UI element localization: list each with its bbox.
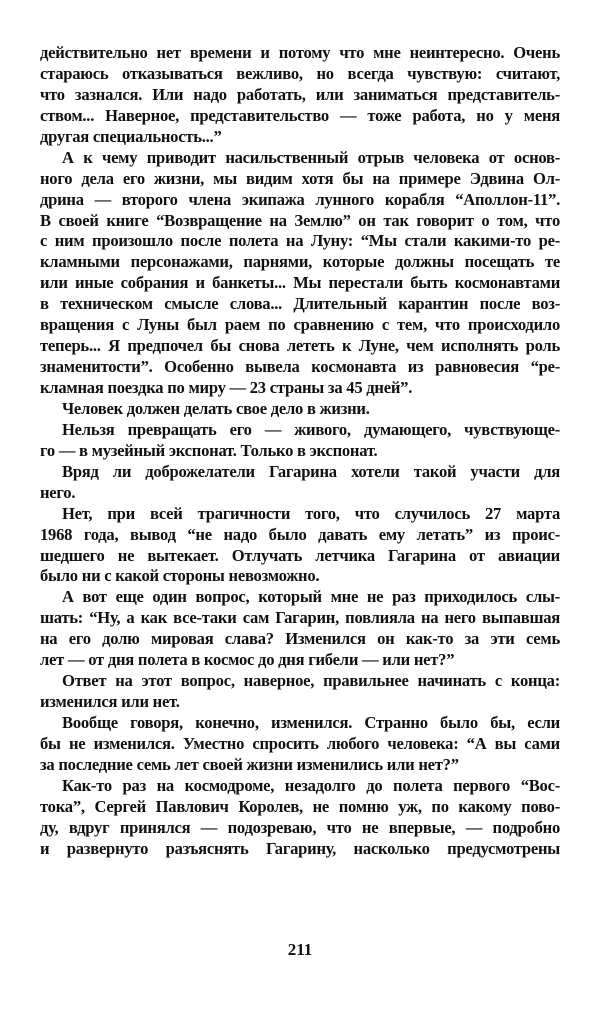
- text-line: с ним произошло после полета на Луну: “Мы стали какими-то ре-: [40, 231, 560, 251]
- text-line: и развернуто разъяснять Гагарину, насколько предусмотрены: [40, 838, 560, 858]
- text-line: другая специальность...”: [40, 126, 222, 146]
- text-line: стараюсь отказываться вежливо, но всегда чувствую: считают,: [40, 63, 560, 83]
- text-line: Вообще говоря, конечно, изменился. Странно было бы, если: [62, 713, 560, 732]
- text-line: или иные собрания и банкеты... Мы перестали быть космонавтами: [40, 273, 560, 293]
- text-line: кламная поездка по миру — 23 страны за 45 дней”.: [40, 378, 413, 397]
- text-line: тока”, Сергей Павлович Королев, не помню уж, по какому пово-: [40, 796, 560, 816]
- text-line: го — в музейный экспонат. Только в экспонат.: [40, 440, 378, 460]
- paragraph: [40, 462, 560, 504]
- paragraph: [40, 587, 560, 671]
- text-line: в техническом смысле слова... Длительный карантин после воз-: [40, 294, 560, 314]
- text-line: Нет, при всей трагичности того, что случилось 27 марта: [62, 503, 560, 523]
- text-line: теперь... Я предпочел бы снова лететь к Луне, чем исполнять роль: [40, 336, 560, 356]
- body-text: [40, 43, 560, 860]
- paragraph: [40, 148, 560, 399]
- text-line: ством... Наверное, представительство — тоже работа, но у меня: [40, 105, 560, 125]
- text-line: Человек должен делать свое дело в жизни.: [62, 398, 370, 418]
- paragraph: [40, 420, 560, 462]
- text-line: на его долю мировая слава? Изменился он как-то за эти семь: [40, 629, 560, 649]
- text-line: Как-то раз на космодроме, незадолго до полета первого “Вос-: [62, 775, 560, 795]
- paragraph: [40, 671, 560, 713]
- text-line: Ответ на этот вопрос, наверное, правильнее начинать с конца:: [62, 671, 560, 691]
- text-line: было ни с какой стороны невозможно.: [40, 566, 320, 586]
- text-line: знаменитости”. Особенно вывела космонавта из равновесия “ре-: [40, 357, 560, 377]
- paragraph: [40, 399, 560, 420]
- text-line: А вот еще один вопрос, который мне не раз приходилось слы-: [62, 587, 560, 607]
- paragraph: [40, 43, 560, 148]
- text-line: 1968 года, вывод “не надо было давать ему летать” из проис-: [40, 524, 560, 544]
- text-line: А к чему приводит насильственный отрыв человека от основ-: [62, 147, 560, 167]
- text-line: шедшего не вытекает. Отлучать летчика Гагарина от авиации: [40, 545, 560, 565]
- text-line: бы не изменился. Уместно спросить любого человека: “А вы сами: [40, 733, 560, 753]
- text-line: ду, вдруг принялся — подозреваю, что не впервые, — подробно: [40, 817, 560, 837]
- text-line: В своей книге “Возвращение на Землю” он так говорит о том, что: [40, 210, 560, 230]
- text-line: вращения с Луны был раем по сравнению с тем, что происходило: [40, 315, 560, 335]
- text-line: ного дела его жизни, мы видим хотя бы на примере Эдвина Ол-: [40, 168, 560, 188]
- text-line: Вряд ли доброжелатели Гагарина хотели такой участи для: [62, 461, 560, 481]
- text-line: шать: “Ну, а как все-таки сам Гагарин, повлияла на него выпавшая: [40, 608, 560, 628]
- text-line: за последние семь лет своей жизни изменились или нет?”: [40, 754, 459, 774]
- text-line: изменился или нет.: [40, 692, 180, 712]
- paragraph: [40, 776, 560, 860]
- text-line: кламными персонажами, парнями, которые должны посещать те: [40, 252, 560, 272]
- text-line: что зазнался. Или надо работать, или заниматься представитель-: [40, 84, 560, 104]
- paragraph: [40, 504, 560, 588]
- page-number: 211: [287, 940, 313, 959]
- text-line: действительно нет времени и потому что мне неинтересно. Очень: [40, 43, 560, 62]
- text-line: него.: [40, 482, 76, 502]
- text-line: Нельзя превращать его — живого, думающего, чувствующе-: [62, 419, 560, 439]
- paragraph: [40, 713, 560, 776]
- text-line: дрина — второго члена экипажа лунного корабля “Аполлон-11”.: [40, 189, 560, 209]
- text-line: лет — от дня полета в космос до дня гибели — или нет?”: [40, 650, 455, 670]
